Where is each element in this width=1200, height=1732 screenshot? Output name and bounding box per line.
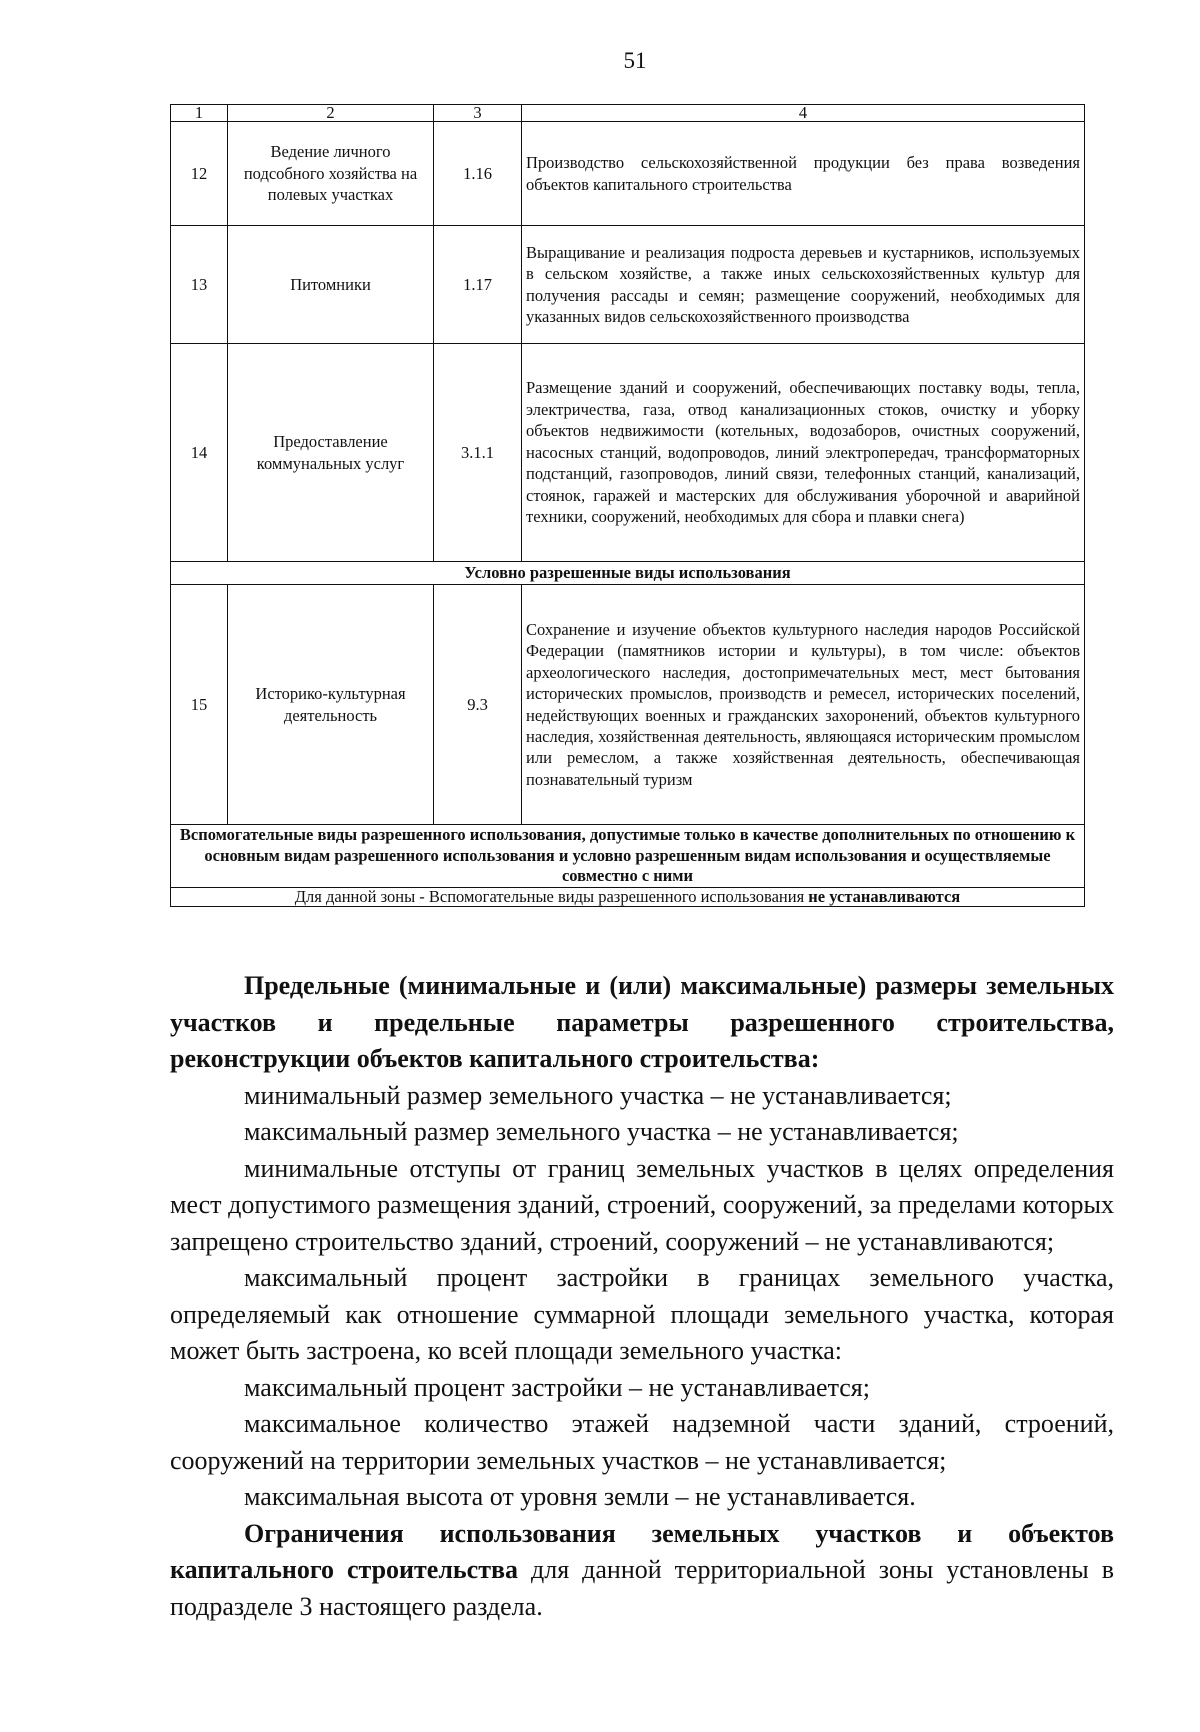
use-code: 9.3 bbox=[434, 585, 522, 825]
auxiliary-section-title: Вспомогательные виды разрешенного использования, допустимые только в качестве дополнительных по отношению к основным видам разрешенного использования и условно разрешенным видам использования и осуществляемые совместно с ними bbox=[171, 825, 1085, 888]
table-row bbox=[171, 344, 1085, 562]
use-name: Историко-культурная деятельность bbox=[228, 585, 434, 825]
parameter-line: максимальный процент застройки в границах земельного участка, определяемый как отношение суммарной площади земельного участка, которая может быть застроена, ко всей площади земельного участка: bbox=[170, 1263, 1114, 1365]
auxiliary-section-row bbox=[171, 825, 1085, 888]
page-number: 51 bbox=[623, 48, 647, 73]
restrictions-paragraph bbox=[170, 1516, 1114, 1626]
auxiliary-note bbox=[171, 887, 1085, 906]
parameter-line: минимальные отступы от границ земельных участков в целях определения мест допустимого размещения зданий, строений, сооружений, за пределами которых запрещено строительство зданий, строений, сооружений – не устанавливаются; bbox=[170, 1153, 1114, 1256]
use-description: Размещение зданий и сооружений, обеспечивающих поставку воды, тепла, электричества, газа, отвод канализационных стоков, очистку и уборку объектов недвижимости (котельных, водозаборов, очистных сооружений, насосных станций, водопроводов, линий электропередач, трансформаторных подстанций, газопроводов, линий связи, телефонных станций, канализаций, стоянок, гаражей и мастерских для обслуживания уборочной и аварийной техники, сооружений, необходимых для сбора и плавки снега) bbox=[522, 344, 1085, 562]
column-header: 4 bbox=[522, 105, 1085, 122]
parameter-line: минимальный размер земельного участка – не устанавливается; bbox=[244, 1080, 952, 1110]
row-number: 14 bbox=[171, 344, 228, 562]
table-row bbox=[171, 226, 1085, 344]
use-description: Сохранение и изучение объектов культурного наследия народов Российской Федерации (памятников истории и культуры), в том числе: объектов археологического наследия, достопримечательных мест, мест бытования исторических промыслов, производств и ремесел, исторических поселений, недействующих военных и гражданских захоронений, объектов культурного наследия, хозяйственная деятельность, являющаяся историческим промыслом или ремеслом, а также хозяйственная деятельность, обеспечивающая познавательный туризм bbox=[522, 585, 1085, 825]
use-description: Выращивание и реализация подроста деревьев и кустарников, используемых в сельском хозяйстве, а также иных сельскохозяйственных культур для получения рассады и семян; размещение сооружений, необходимых для указанных видов сельскохозяйственного производства bbox=[522, 226, 1085, 344]
parameter-line: максимальная высота от уровня земли – не устанавливается. bbox=[244, 1482, 916, 1511]
table-header-row bbox=[171, 105, 1085, 122]
conditional-section-row bbox=[171, 562, 1085, 585]
auxiliary-note-bold: не устанавливаются bbox=[808, 886, 961, 906]
conditional-section-title: Условно разрешенные виды использования bbox=[171, 562, 1085, 585]
parameter-line: максимальный процент застройки – не устанавливается; bbox=[244, 1372, 870, 1402]
table-row bbox=[171, 585, 1085, 825]
parameter-line: максимальное количество этажей надземной части зданий, строений, сооружений на территории земельных участков – не устанавливается; bbox=[170, 1409, 1114, 1475]
row-number: 13 bbox=[171, 226, 228, 344]
use-code: 1.16 bbox=[434, 122, 522, 226]
auxiliary-note-row bbox=[171, 887, 1085, 906]
use-code: 1.17 bbox=[434, 226, 522, 344]
use-code: 3.1.1 bbox=[434, 344, 522, 562]
parameters-heading: Предельные (минимальные и (или) максимальные) размеры земельных участков и предельные параметры разрешенного строительства, реконструкции объектов капитального строительства: bbox=[170, 971, 1114, 1073]
column-header: 3 bbox=[434, 105, 522, 122]
restrictions-bold: Ограничения использования земельных участков и объектов капитального строительства bbox=[170, 1518, 1114, 1584]
column-header: 2 bbox=[228, 105, 434, 122]
use-name: Ведение личного подсобного хозяйства на полевых участках bbox=[228, 122, 434, 226]
land-use-table bbox=[170, 104, 1085, 907]
row-number: 15 bbox=[171, 585, 228, 825]
auxiliary-note-prefix: Для данной зоны - Вспомогательные виды разрешенного использования bbox=[294, 886, 809, 906]
use-name: Питомники bbox=[228, 226, 434, 344]
use-name: Предоставление коммунальных услуг bbox=[228, 344, 434, 562]
use-description: Производство сельскохозяйственной продукции без права возведения объектов капитального строительства bbox=[522, 122, 1085, 226]
regulations-text bbox=[170, 968, 1114, 1625]
parameter-line: максимальный размер земельного участка – не устанавливается; bbox=[244, 1117, 959, 1146]
row-number: 12 bbox=[171, 122, 228, 226]
restrictions-rest: для данной территориальной зоны установлены в подразделе 3 настоящего раздела. bbox=[170, 1555, 1114, 1621]
table-row bbox=[171, 122, 1085, 226]
column-header: 1 bbox=[171, 105, 228, 122]
